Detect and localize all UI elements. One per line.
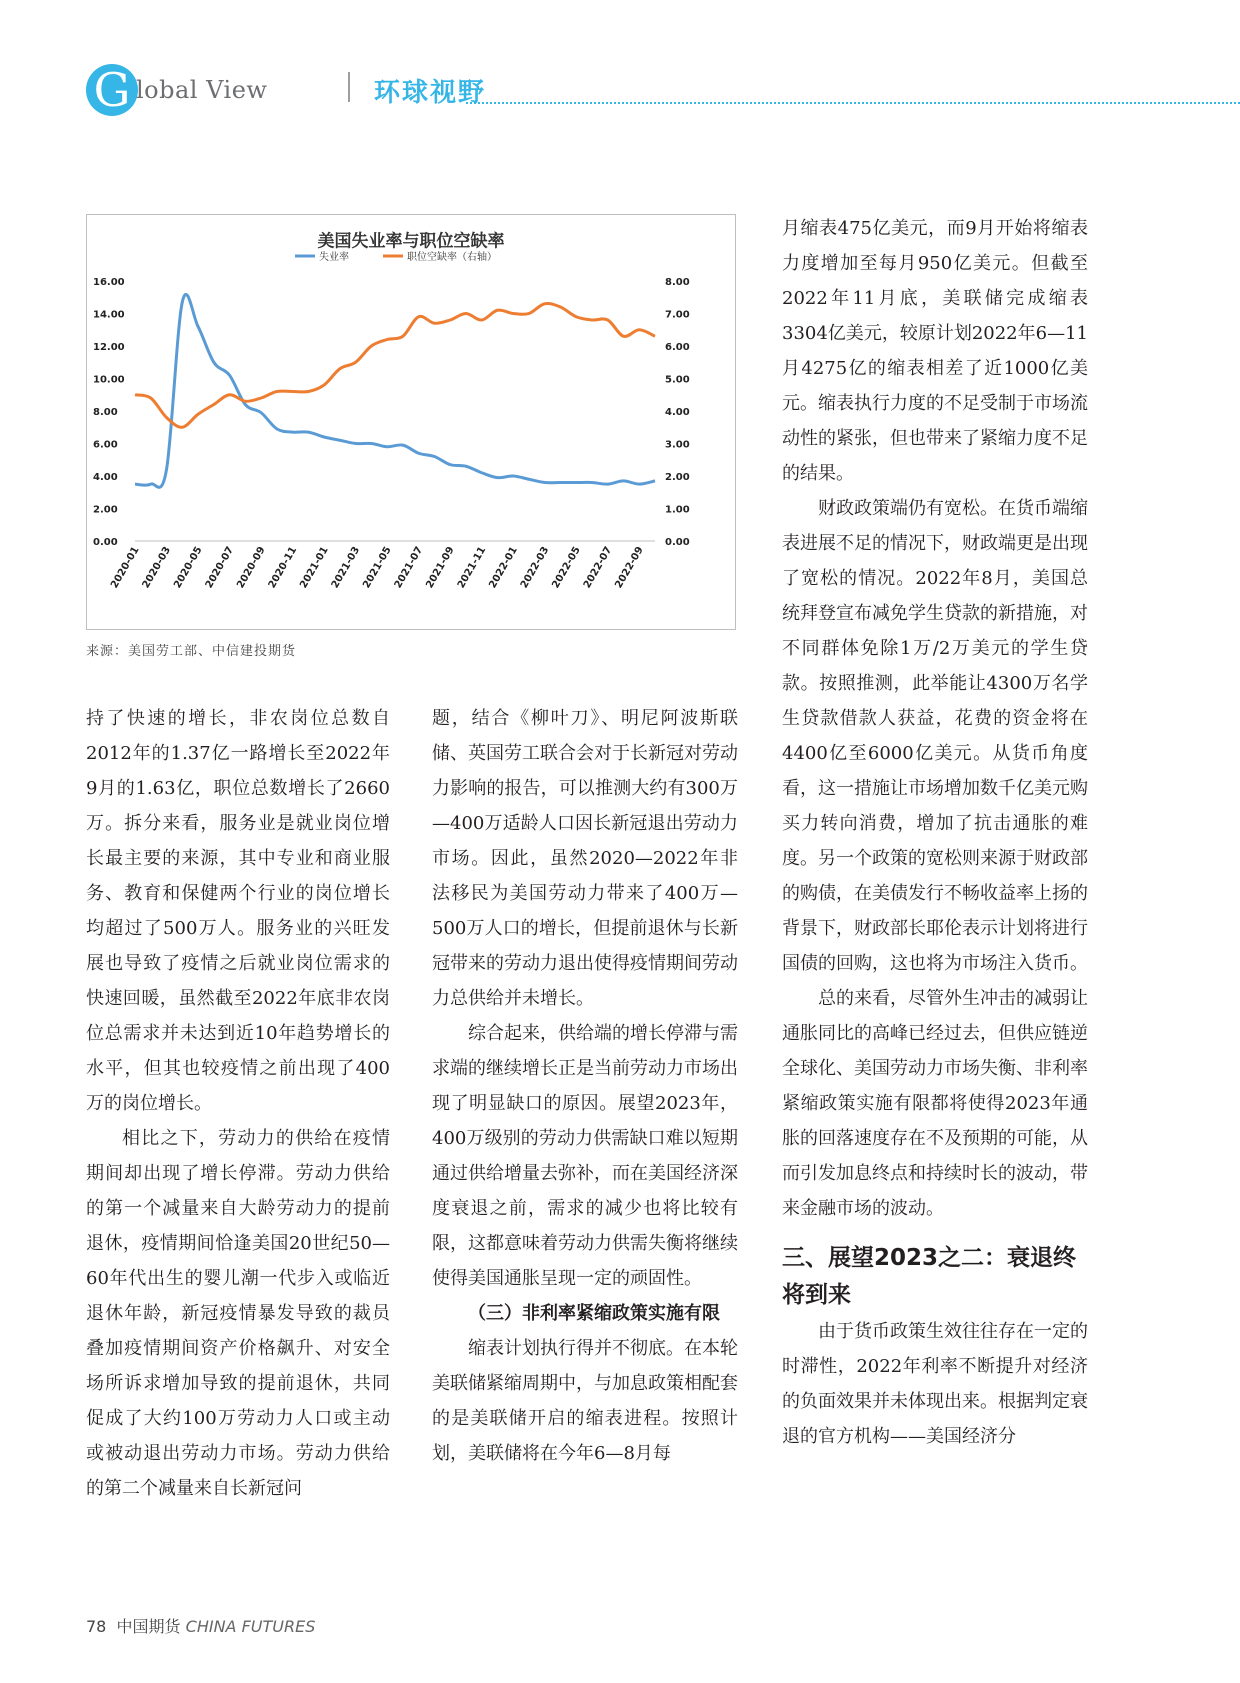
magazine-name-en: CHINA FUTURES bbox=[185, 1617, 316, 1636]
y-left-tick-label: 2.00 bbox=[93, 504, 118, 516]
x-tick-label: 2021-09 bbox=[424, 545, 457, 591]
x-tick-label: 2021-07 bbox=[392, 545, 426, 591]
text-column-1 bbox=[86, 701, 390, 1506]
page-number: 78 bbox=[86, 1617, 107, 1636]
y-right-tick-label: 6.00 bbox=[665, 342, 690, 353]
x-tick-label: 2020-01 bbox=[109, 545, 142, 591]
x-tick-label: 2021-11 bbox=[455, 545, 489, 591]
y-right-tick-label: 2.00 bbox=[665, 472, 690, 483]
x-tick-label: 2020-09 bbox=[235, 545, 268, 591]
magazine-name-cn: 中国期货 bbox=[116, 1617, 181, 1636]
x-tick-label: 2022-03 bbox=[518, 545, 552, 591]
section-label-en: lobal View bbox=[136, 76, 268, 104]
x-tick-label: 2020-11 bbox=[266, 545, 300, 591]
chart-title: 美国失业率与职位空缺率 bbox=[317, 231, 505, 252]
paragraph: 总的来看，尽管外生冲击的减弱让通胀同比的高峰已经过去，但供应链逆全球化、美国劳动力市场失衡、非利率紧缩政策实施有限都将使得2023年通胀的回落速度存在不及预期的可能，从而引发加息终点和持续时长的波动，带来金融市场的波动。 bbox=[782, 988, 1088, 1219]
legend-label-0: 失业率 bbox=[319, 252, 349, 263]
text-column-2 bbox=[432, 701, 738, 1471]
section-label-cn: 环球视野 bbox=[374, 78, 487, 108]
paragraph: 由于货币政策生效往往存在一定的时滞性，2022年利率不断提升对经济的负面效果并未体现出来。根据判定衰退的官方机构——美国经济分 bbox=[782, 1321, 1088, 1447]
paragraph: 持了快速的增长，非农岗位总数自2012年的1.37亿一路增长至2022年9月的1.63亿，职位总数增长了2660万。拆分来看，服务业是就业岗位增长最主要的来源，其中专业和商业服务、教育和保健两个行业的岗位增长均超过了500万人。服务业的兴旺发展也导致了疫情之后就业岗位需求的快速回暖，虽然截至2022年底非农岗位总需求并未达到近10年趋势增长的水平，但其也较疫情之前出现了400万的岗位增长。 bbox=[86, 708, 390, 1114]
paragraph: 财政政策端仍有宽松。在货币端缩表进展不足的情况下，财政端更是出现了宽松的情况。2022年8月，美国总统拜登宣布减免学生贷款的新措施，对不同群体免除1万/2万美元的学生贷款。按照推测，此举能让4300万名学生贷款借款人获益，花费的资金将在4400亿至6000亿美元。从货币角度看，这一措施让市场增加数千亿美元购买力转向消费，增加了抗击通胀的难度。另一个政策的宽松则来源于财政部的购债，在美债发行不畅收益率上扬的背景下，财政部长耶伦表示计划将进行国债的回购，这也将为市场注入货币。 bbox=[782, 498, 1088, 974]
paragraph: 月缩表475亿美元，而9月开始将缩表力度增加至每月950亿美元。但截至2022年11月底，美联储完成缩表3304亿美元，较原计划2022年6—11月4275亿的缩表相差了近1000亿美元。缩表执行力度的不足受制于市场流动性的紧张，但也带来了紧缩力度不足的结果。 bbox=[782, 218, 1088, 484]
x-tick-label: 2022-07 bbox=[581, 545, 615, 591]
y-right-tick-label: 7.00 bbox=[665, 309, 690, 321]
x-tick-label: 2021-03 bbox=[329, 545, 363, 591]
paragraph: 缩表计划执行得并不彻底。在本轮美联储紧缩周期中，与加息政策相配套的是美联储开启的缩表进程。按照计划，美联储将在今年6—8月每 bbox=[432, 1338, 738, 1464]
x-tick-label: 2021-01 bbox=[298, 545, 331, 591]
x-tick-label: 2020-03 bbox=[140, 545, 174, 591]
y-left-tick-label: 4.00 bbox=[93, 472, 118, 483]
paragraph: 综合起来，供给端的增长停滞与需求端的继续增长正是当前劳动力市场出现了明显缺口的原因。展望2023年，400万级别的劳动力供需缺口难以短期通过供给增量去弥补，而在美国经济深度衰退之前，需求的减少也将比较有限，这都意味着劳动力供需失衡将继续使得美国通胀呈现一定的顽固性。 bbox=[432, 1023, 738, 1289]
chart-figure bbox=[86, 214, 736, 630]
y-left-tick-label: 0.00 bbox=[93, 537, 118, 548]
y-left-tick-label: 12.00 bbox=[93, 342, 125, 353]
y-right-tick-label: 3.00 bbox=[665, 439, 690, 451]
section-heading: 三、展望2023之二：衰退终将到来 bbox=[782, 1245, 1077, 1308]
y-right-tick-label: 4.00 bbox=[665, 407, 690, 418]
y-left-tick-label: 6.00 bbox=[93, 439, 118, 451]
paragraph: 题，结合《柳叶刀》、明尼阿波斯联储、英国劳工联合会对于长新冠对劳动力影响的报告，可以推测大约有300万—400万适龄人口因长新冠退出劳动力市场。因此，虽然2020—2022年非法移民为美国劳动力带来了400万—500万人口的增长，但提前退休与长新冠带来的劳动力退出使得疫情期间劳动力总供给并未增长。 bbox=[432, 708, 738, 1009]
chart-svg bbox=[87, 215, 735, 629]
y-right-tick-label: 0.00 bbox=[665, 537, 690, 548]
series-line-1 bbox=[135, 303, 655, 427]
paragraph: 相比之下，劳动力的供给在疫情期间却出现了增长停滞。劳动力供给的第一个减量来自大龄劳动力的提前退休，疫情期间恰逢美国20世纪50—60年代出生的婴儿潮一代步入或临近退休年龄，新冠疫情暴发导致的裁员叠加疫情期间资产价格飙升、对安全场所诉求增加导致的提前退休，共同促成了大约100万劳动力人口或主动或被动退出劳动力市场。劳动力供给的第二个减量来自长新冠问 bbox=[86, 1128, 390, 1499]
legend-label-1: 职位空缺率（右轴） bbox=[407, 252, 497, 263]
text-column-3 bbox=[782, 211, 1088, 1454]
chart-source: 来源：美国劳工部、中信建投期货 bbox=[86, 644, 297, 659]
page-footer bbox=[86, 1614, 315, 1637]
x-tick-label: 2022-01 bbox=[487, 545, 520, 591]
y-left-tick-label: 16.00 bbox=[93, 277, 125, 288]
y-left-tick-label: 10.00 bbox=[93, 374, 125, 386]
y-right-tick-label: 5.00 bbox=[665, 374, 690, 386]
x-tick-label: 2021-05 bbox=[361, 545, 394, 591]
series-line-0 bbox=[135, 294, 655, 487]
y-right-tick-label: 8.00 bbox=[665, 277, 690, 288]
y-left-tick-label: 14.00 bbox=[93, 309, 125, 321]
y-right-tick-label: 1.00 bbox=[665, 504, 690, 516]
header-dotted-rule bbox=[466, 102, 1240, 104]
subsection-heading: （三）非利率紧缩政策实施有限 bbox=[468, 1303, 720, 1324]
page-header bbox=[86, 56, 1240, 116]
x-tick-label: 2020-05 bbox=[172, 545, 205, 591]
x-tick-label: 2020-07 bbox=[203, 545, 237, 591]
header-divider bbox=[348, 72, 350, 102]
g-logo-circle: G bbox=[86, 64, 138, 116]
y-left-tick-label: 8.00 bbox=[93, 407, 118, 418]
x-tick-label: 2022-05 bbox=[550, 545, 583, 591]
x-tick-label: 2022-09 bbox=[613, 545, 646, 591]
